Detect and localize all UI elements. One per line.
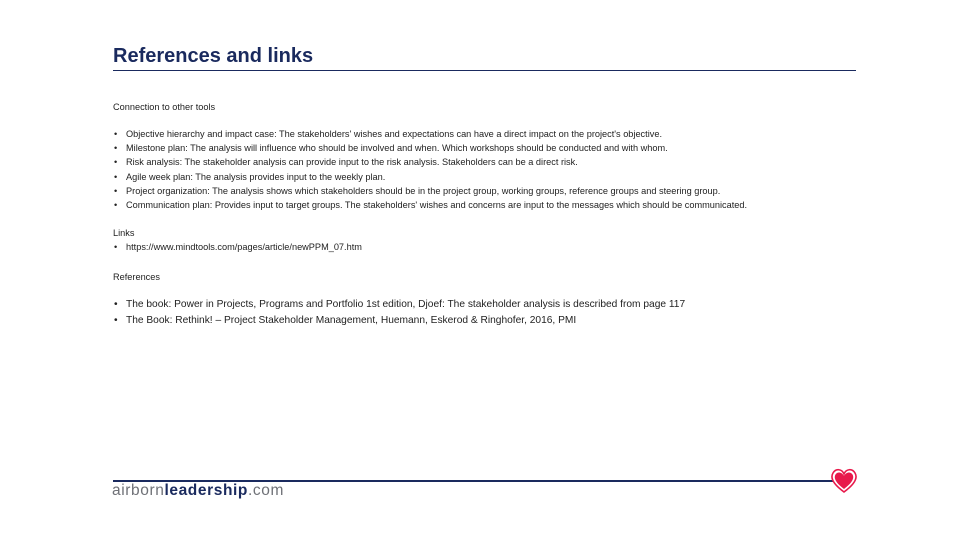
item-text: The analysis shows which stakeholders should be in the project group, working groups, reference groups and steering group.: [209, 185, 721, 196]
reference-title: The Book: Rethink! – Project Stakeholder Management,: [126, 315, 378, 326]
references-list: [113, 297, 685, 329]
logo-text-part3: .com: [247, 482, 284, 499]
list-item: [113, 170, 747, 184]
reference-item: [113, 297, 685, 313]
logo-text-part1: airborn: [112, 482, 165, 499]
list-item: [113, 184, 747, 198]
page-title: References and links: [113, 45, 314, 67]
links-list: [113, 240, 362, 254]
list-item: [113, 127, 747, 141]
item-label: Objective hierarchy and impact case:: [126, 129, 277, 139]
reference-text: Huemann, Eskerod & Ringhofer, 2016, PMI: [378, 315, 577, 326]
connection-list: [113, 127, 747, 212]
heart-icon: [829, 465, 859, 495]
item-text: The stakeholders' wishes and expectations can have a direct impact on the project's objective.: [276, 129, 663, 139]
link-item[interactable]: [113, 240, 362, 254]
item-text: The stakeholder analysis can provide input to the risk analysis. Stakeholders can be a direct risk.: [182, 157, 578, 168]
links-heading: Links: [113, 228, 135, 238]
item-text: The analysis will influence who should be involved and when. Which workshops should be conducted and with whom.: [187, 143, 668, 154]
reference-text: The stakeholder analysis is described from page 117: [444, 299, 686, 310]
references-heading: References: [113, 272, 160, 282]
reference-title: The book: Power in Projects, Programs and Portfolio 1st edition, Djoef:: [126, 299, 445, 310]
item-label: Milestone plan:: [126, 143, 188, 154]
title-divider: [113, 70, 856, 71]
item-label: Project organization:: [126, 185, 210, 196]
reference-item: [113, 313, 685, 329]
item-label: Communication plan:: [126, 200, 213, 211]
item-label: Risk analysis:: [126, 157, 183, 168]
list-item: [113, 155, 747, 169]
item-text: Provides input to target groups. The stakeholders' wishes and concerns are input to the messages which should be communicated.: [212, 200, 748, 211]
logo-text-part2: leadership: [164, 482, 248, 499]
list-item: [113, 198, 747, 212]
item-label: Agile week plan:: [126, 171, 193, 182]
item-text: The analysis provides input to the weekly plan.: [192, 171, 386, 182]
link-url[interactable]: https://www.mindtools.com/pages/article/newPPM_07.htm: [126, 242, 362, 252]
connection-heading: Connection to other tools: [113, 102, 216, 112]
list-item: [113, 141, 747, 155]
brand-logo: [112, 482, 284, 500]
